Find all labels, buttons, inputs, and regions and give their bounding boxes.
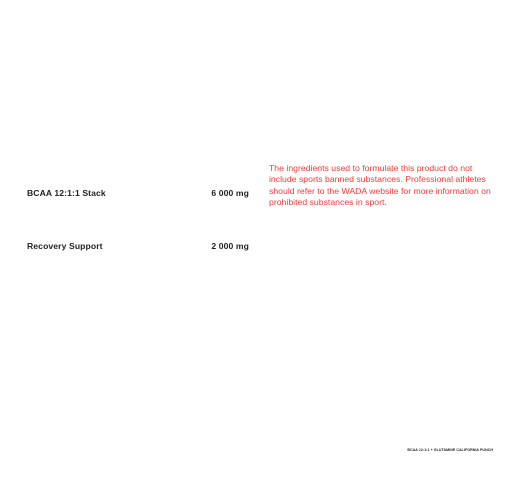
product-name-footer: BCAA 12:1:1 + GLUTAMINE CALIFORNIA PUNCH xyxy=(407,448,493,452)
ingredient-amount: 2 000 mg xyxy=(211,241,249,251)
banned-substances-notice: The ingredients used to formulate this product do not include sports banned substances. Professional athletes should refer to the WADA website for more information on prohibited substances in sport. xyxy=(269,163,491,207)
ingredient-row-recovery xyxy=(27,241,249,251)
ingredient-name: BCAA 12:1:1 Stack xyxy=(27,188,106,198)
ingredient-row-bcaa xyxy=(27,188,249,198)
ingredient-name: Recovery Support xyxy=(27,241,103,251)
ingredient-amount: 6 000 mg xyxy=(211,188,249,198)
